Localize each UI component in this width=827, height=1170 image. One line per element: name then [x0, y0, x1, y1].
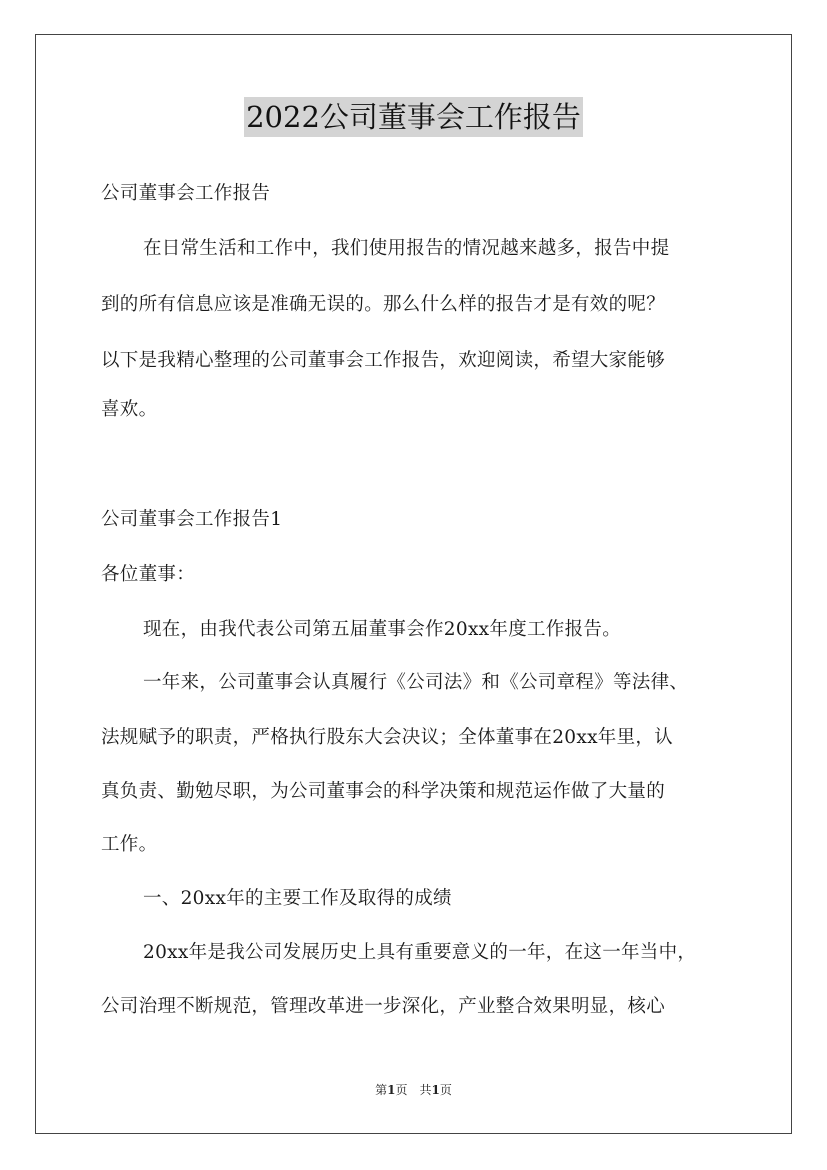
paragraph-line: 法规赋予的职责，严格执行股东大会决议；全体董事在20xx年里，认 [101, 727, 674, 748]
footer-suffix: 页 [439, 1083, 452, 1097]
page-number: 1 [387, 1083, 396, 1097]
paragraph-line: 在日常生活和工作中，我们使用报告的情况越来越多，报告中提 [143, 238, 670, 259]
footer-mid: 页 共 [395, 1083, 432, 1097]
paragraph-line: 工作。 [101, 834, 158, 855]
paragraph-line: 公司治理不断规范，管理改革进一步深化，产业整合效果明显，核心 [101, 996, 666, 1017]
paragraph-line: 现在，由我代表公司第五届董事会作20xx年度工作报告。 [143, 619, 622, 640]
paragraph-line: 以下是我精心整理的公司董事会工作报告，欢迎阅读，希望大家能够 [101, 350, 666, 371]
paragraph-line: 一年来，公司董事会认真履行《公司法》和《公司章程》等法律、 [143, 672, 689, 693]
section-heading: 公司董事会工作报告 [101, 183, 271, 204]
paragraph-line: 真负责、勤勉尽职，为公司董事会的科学决策和规范运作做了大量的 [101, 781, 666, 802]
page-footer [0, 1082, 827, 1098]
paragraph-line: 喜欢。 [101, 399, 158, 420]
paragraph-line: 到的所有信息应该是准确无误的。那么什么样的报告才是有效的呢？ [101, 294, 666, 315]
salutation: 各位董事： [101, 564, 196, 585]
page-total: 1 [431, 1083, 440, 1097]
document-title: 2022公司董事会工作报告 [244, 97, 583, 137]
paragraph-line: 20xx年是我公司发展历史上具有重要意义的一年，在这一年当中， [143, 942, 697, 963]
footer-prefix: 第 [375, 1083, 388, 1097]
title-container [0, 97, 827, 137]
subsection-heading: 一、20xx年的主要工作及取得的成绩 [143, 888, 452, 909]
report-heading: 公司董事会工作报告1 [101, 509, 283, 530]
